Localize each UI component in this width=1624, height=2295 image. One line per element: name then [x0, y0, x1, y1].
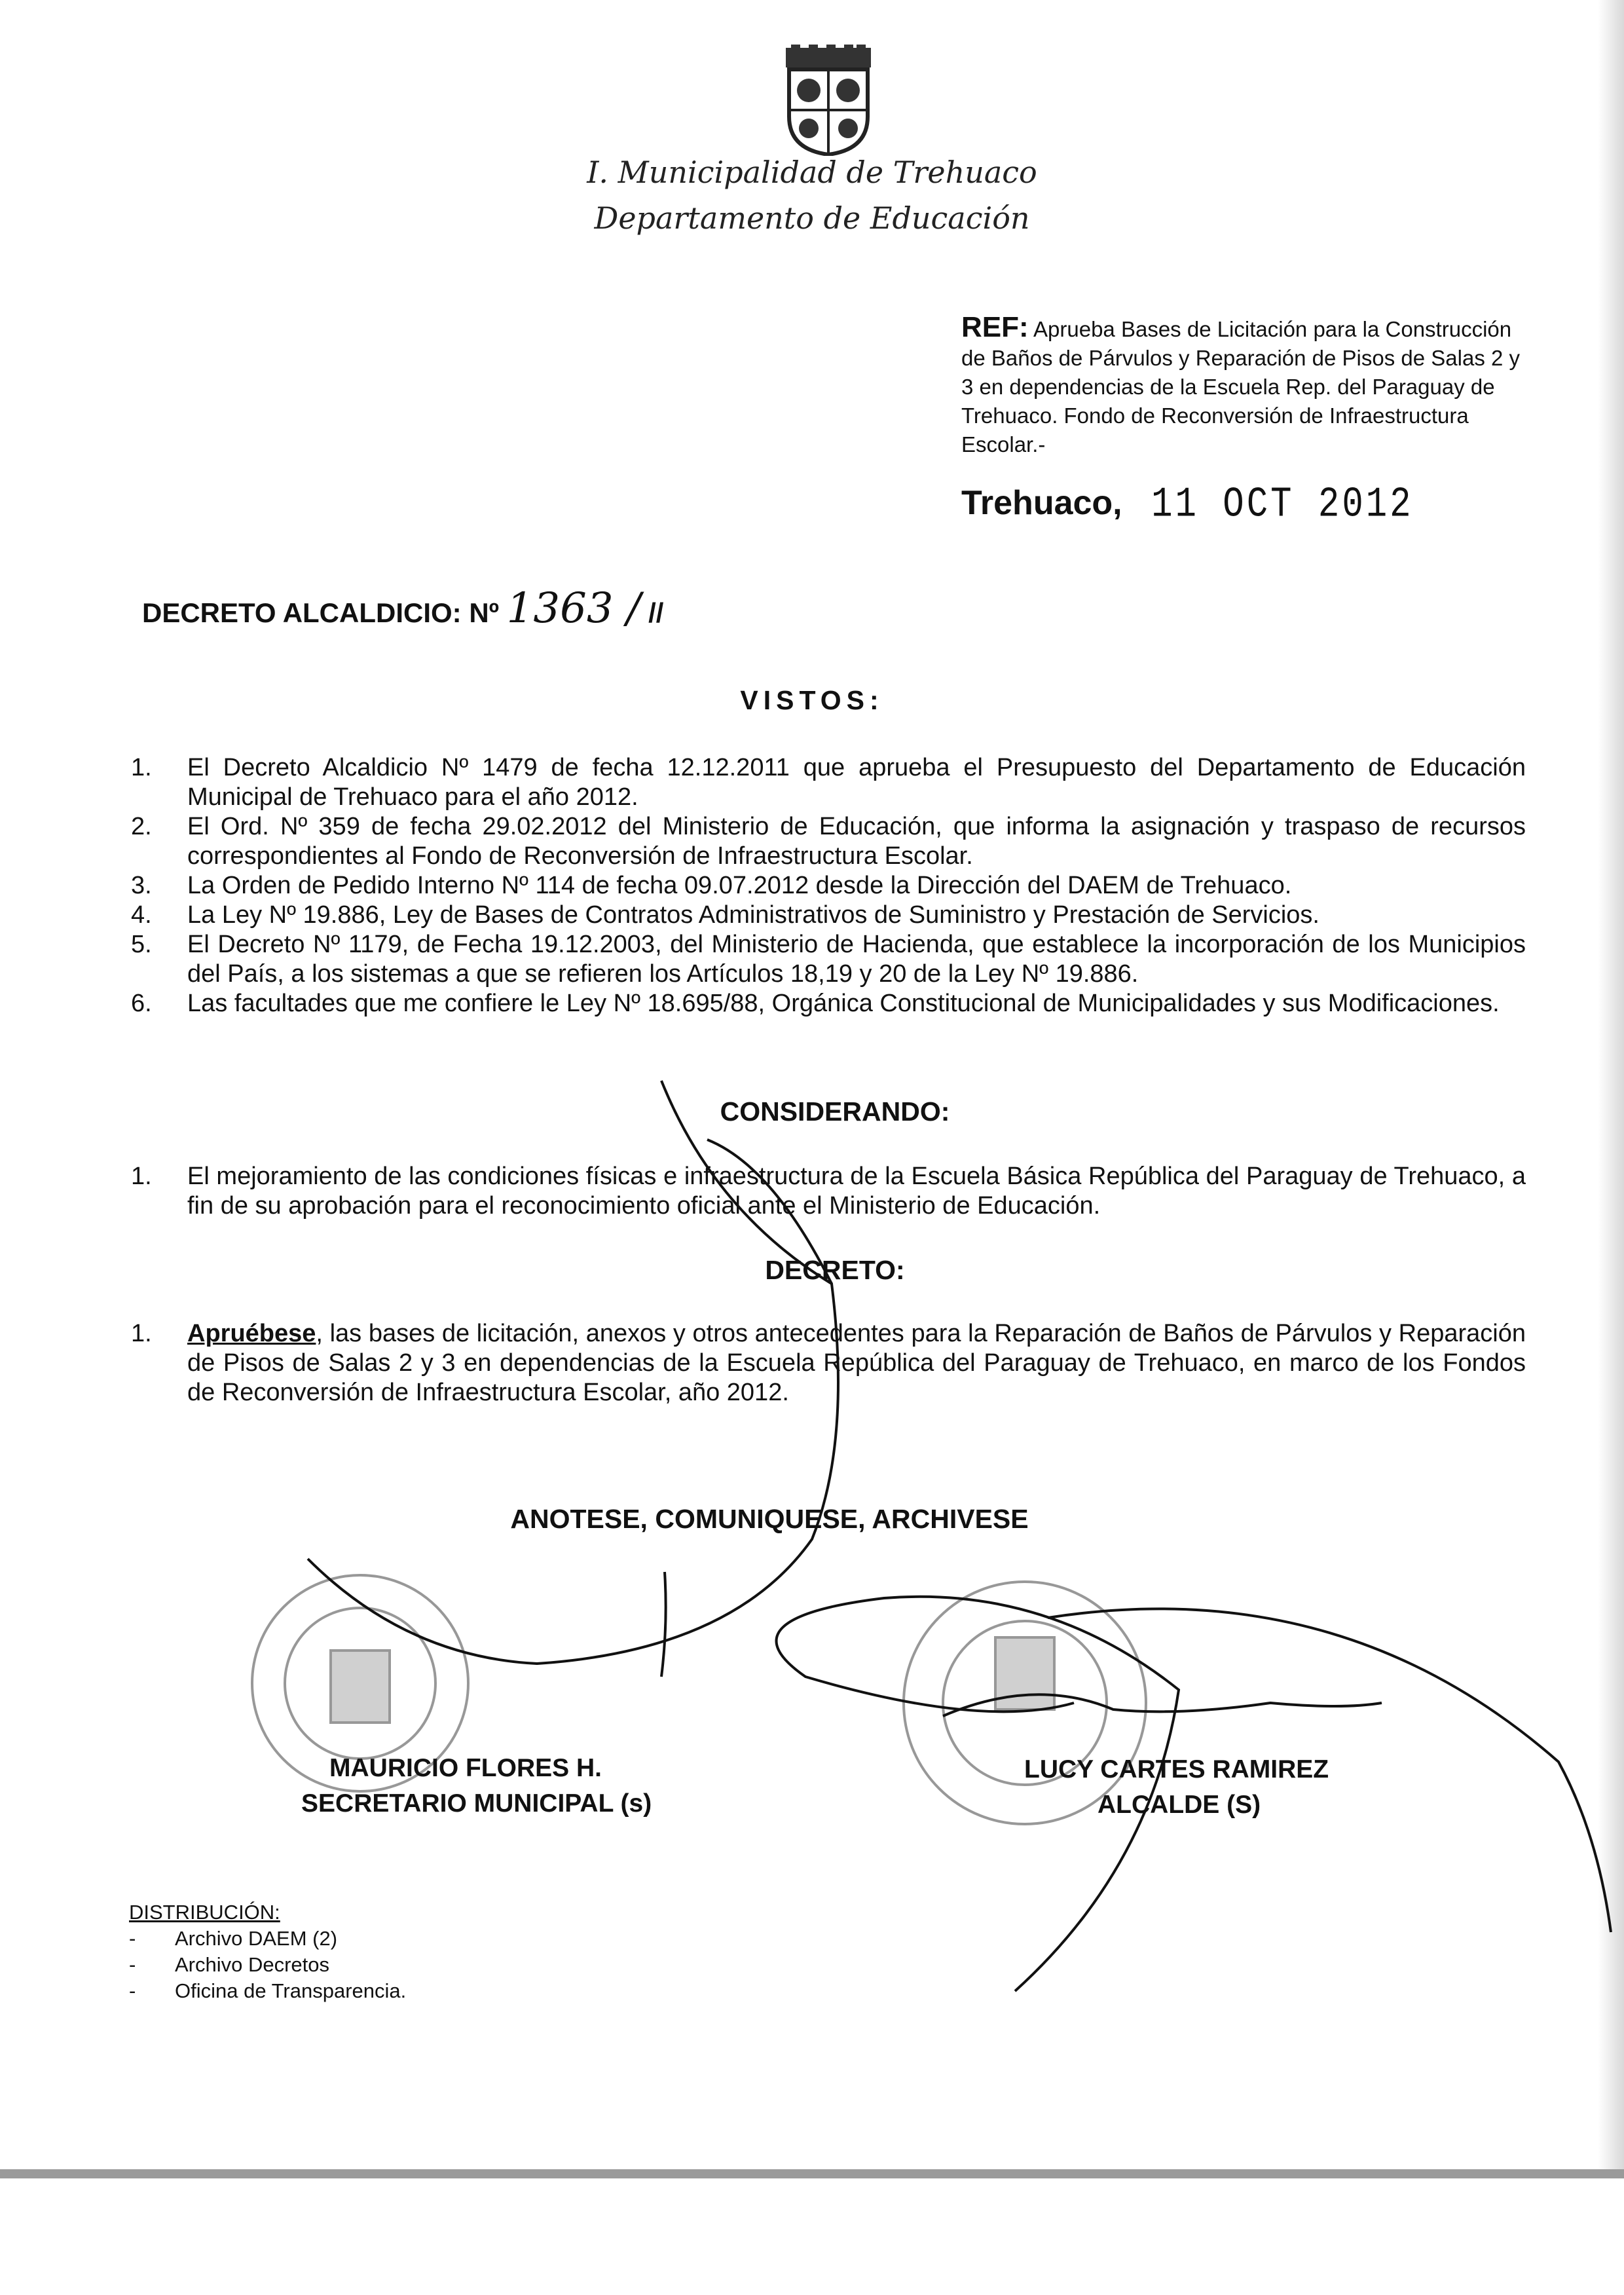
scan-bottom-edge [0, 2169, 1624, 2178]
item-text: El Decreto Alcaldicio Nº 1479 de fecha 12.12.2011 que aprueba el Presupuesto del Departamento de Educación Municipal de Trehuaco para el año 2012. [187, 754, 1526, 811]
mayor-title: ALCALDE (S) [1098, 1791, 1261, 1819]
list-item [131, 1162, 1526, 1221]
list-item [131, 901, 1526, 930]
item-text: Las facultades que me confiere le Ley Nº 18.695/88, Orgánica Constitucional de Municipalidades y sus Modificaciones. [187, 990, 1500, 1017]
item-number: 3. [131, 872, 152, 899]
list-item [131, 930, 1526, 989]
vistos-list [131, 753, 1526, 1018]
list-item: - Archivo DAEM (2) [129, 1926, 406, 1952]
header-department: Departamento de Educación [594, 200, 1030, 236]
list-item [131, 1319, 1526, 1408]
item-text [187, 1319, 1526, 1408]
item-text: La Orden de Pedido Interno Nº 114 de fecha 09.07.2012 desde la Dirección del DAEM de Trehuaco. [187, 872, 1292, 899]
item-text: La Ley Nº 19.886, Ley de Bases de Contratos Administrativos de Suministro y Prestación de Servicios. [187, 901, 1320, 929]
decree-number-suffix: // [648, 597, 664, 628]
list-item [131, 989, 1526, 1018]
header-municipality: I. Municipalidad de Trehuaco [587, 155, 1037, 190]
item-number: 1. [131, 1320, 152, 1347]
closing-formula: ANOTESE, COMUNIQUESE, ARCHIVESE [510, 1504, 1029, 1534]
decree-number-label: DECRETO ALCALDICIO: Nº [142, 597, 499, 628]
secretary-title: SECRETARIO MUNICIPAL (s) [301, 1789, 652, 1818]
secretary-name: MAURICIO FLORES H. [329, 1754, 602, 1782]
considerando-list [131, 1162, 1526, 1221]
distribution-list [129, 1899, 406, 2004]
reference-block [961, 313, 1538, 459]
list-item: - Archivo Decretos [129, 1952, 406, 1978]
decree-number [142, 584, 663, 633]
item-lead: Apruébese [187, 1320, 316, 1347]
list-item [131, 871, 1526, 901]
distribution-item: Oficina de Transparencia. [175, 1979, 407, 2002]
item-text: El Ord. Nº 359 de fecha 29.02.2012 del Ministerio de Educación, que informa la asignación y traspaso de recursos correspondientes al Fondo de Reconversión de Infraestructura Escolar. [187, 813, 1526, 870]
item-number: 4. [131, 901, 152, 929]
item-number: 5. [131, 931, 152, 958]
item-number: 1. [131, 754, 152, 781]
place: Trehuaco, [961, 484, 1122, 522]
municipal-crest-logo [779, 45, 877, 156]
item-number: 1. [131, 1163, 152, 1190]
list-item [131, 812, 1526, 871]
item-number: 6. [131, 990, 152, 1017]
vistos-heading: VISTOS: [740, 685, 884, 715]
ref-label: REF: [961, 311, 1029, 343]
list-item [131, 753, 1526, 812]
mayor-name: LUCY CARTES RAMIREZ [1024, 1755, 1329, 1783]
decree-number-handwritten: 1363 / [506, 584, 641, 633]
decreto-list [131, 1319, 1526, 1408]
ref-text: Aprueba Bases de Licitación para la Construcción de Baños de Párvulos y Reparación de Pisos de Salas 2 y 3 en dependencias de la Escuela Rep. del Paraguay de Trehuaco. Fondo de Reconversión de Infraestructura Escolar.- [961, 317, 1521, 457]
date-stamp: 11 OCT 2012 [1151, 481, 1414, 530]
scan-edge-shade [1598, 0, 1624, 2169]
item-text: El mejoramiento de las condiciones físicas e infraestructura de la Escuela Básica República del Paraguay de Trehuaco, a fin de su aprobación para el reconocimiento oficial ante el Ministerio de Educación. [187, 1163, 1526, 1220]
distribution-title: DISTRIBUCIÓN: [129, 1901, 280, 1924]
distribution-item: Archivo Decretos [175, 1953, 330, 1976]
item-body: , las bases de licitación, anexos y otros antecedentes para la Reparación de Baños de Párvulos y Reparación de Pisos de Salas 2 y 3 en dependencias de la Escuela República del Paraguay de Trehuaco, en marco de los Fondos de Reconversión de Infraestructura Escolar, año 2012. [187, 1320, 1526, 1406]
place-date [961, 481, 1414, 530]
mayor-seal [904, 1582, 1146, 1824]
distribution-item: Archivo DAEM (2) [175, 1927, 338, 1950]
item-text: El Decreto Nº 1179, de Fecha 19.12.2003, del Ministerio de Hacienda, que establece la incorporación de los Municipios del País, a los sistemas a que se refieren los Artículos 18,19 y 20 de la Ley Nº 19.886. [187, 931, 1526, 988]
item-number: 2. [131, 813, 152, 840]
list-item: - Oficina de Transparencia. [129, 1978, 406, 2004]
considerando-heading: CONSIDERANDO: [720, 1096, 950, 1127]
decreto-heading: DECRETO: [765, 1255, 905, 1285]
